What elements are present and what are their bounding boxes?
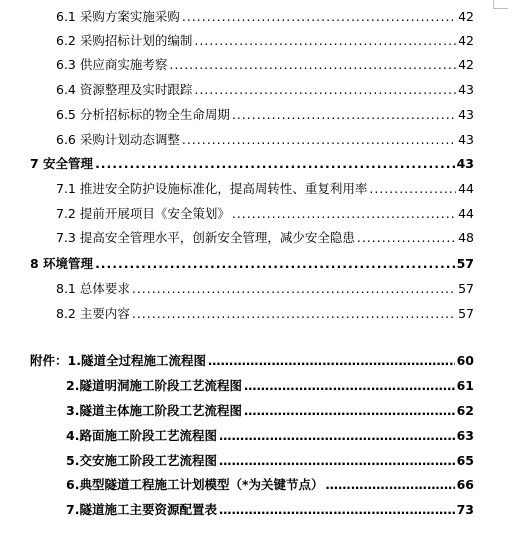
- toc-entry-title: 6.1 采购方案实施采购: [56, 9, 180, 24]
- appendix-entry-page: 60: [456, 353, 474, 368]
- toc-entry-title: 8.1 总体要求: [56, 281, 130, 296]
- appendix-entry-7[interactable]: [66, 502, 474, 518]
- appendix-entry-2[interactable]: [66, 378, 474, 394]
- toc-entry-6-1[interactable]: [56, 9, 474, 25]
- toc-entry-6-4[interactable]: [56, 82, 474, 98]
- appendix-entry-1[interactable]: [30, 353, 474, 369]
- toc-entry-8-1[interactable]: [56, 281, 474, 297]
- toc-entry-title: 7.2 提前开展项目《安全策划》: [56, 206, 230, 221]
- toc-entry-title: 8.2 主要内容: [56, 306, 130, 321]
- toc-entry-6-6[interactable]: [56, 132, 474, 148]
- toc-entry-page: 42: [458, 57, 474, 72]
- toc-entry-page: 43: [458, 107, 474, 122]
- toc-entry-7[interactable]: [30, 156, 474, 172]
- toc-entry-title: 7.3 提高安全管理水平，创新安全管理，减少安全隐患: [56, 230, 355, 245]
- toc-entry-title: 6.2 采购招标计划的编制: [56, 33, 193, 48]
- toc-entry-page: 43: [458, 82, 474, 97]
- page-corner-mark: [493, 0, 508, 9]
- appendix-entry-title: 4.路面施工阶段工艺流程图: [66, 428, 217, 443]
- appendix-entry-5[interactable]: [66, 453, 474, 469]
- toc-entry-page: 42: [458, 9, 474, 24]
- toc-entry-page: 43: [458, 132, 474, 147]
- appendix-entry-page: 73: [456, 502, 474, 517]
- toc-entry-7-1[interactable]: [56, 181, 474, 197]
- toc-entry-6-2[interactable]: [56, 33, 474, 49]
- appendix-entry-page: 61: [456, 378, 474, 393]
- toc-entry-8-2[interactable]: [56, 306, 474, 322]
- toc-entry-title: 8 环境管理: [30, 256, 94, 271]
- toc-entry-title: 6.4 资源整理及实时跟踪: [56, 82, 193, 97]
- toc-entry-page: 48: [458, 230, 474, 245]
- toc-entry-page: 44: [458, 181, 474, 196]
- appendix-entry-page: 63: [456, 428, 474, 443]
- appendix-entry-title: 5.交安施工阶段工艺流程图: [66, 453, 217, 468]
- toc-entry-title: 6.6 采购计划动态调整: [56, 132, 180, 147]
- toc-entry-page: 42: [458, 33, 474, 48]
- appendix-entry-page: 62: [456, 403, 474, 418]
- toc-entry-title: 7 安全管理: [30, 156, 94, 171]
- appendix-entry-title: 2.隧道明洞施工阶段工艺流程图: [66, 378, 242, 393]
- appendix-entry-title: 3.隧道主体施工阶段工艺流程图: [66, 403, 242, 418]
- toc-entry-page: 57: [458, 281, 474, 296]
- appendix-entry-4[interactable]: [66, 428, 474, 444]
- toc-entry-page: 57: [458, 306, 474, 321]
- toc-entry-page: 57: [456, 256, 474, 271]
- appendix-entry-title: 附件：1.隧道全过程施工流程图: [30, 353, 206, 368]
- toc-entry-page: 43: [456, 156, 474, 171]
- appendix-entry-6[interactable]: [66, 477, 474, 493]
- toc-entry-title: 6.5 分析招标标的物全生命周期: [56, 107, 230, 122]
- appendix-entry-page: 66: [456, 477, 474, 492]
- toc-entry-title: 6.3 供应商实施考察: [56, 57, 168, 72]
- toc-entry-8[interactable]: [30, 256, 474, 272]
- toc-entry-page: 44: [458, 206, 474, 221]
- appendix-entry-title: 6.典型隧道工程施工计划模型（*为关键节点）: [66, 477, 324, 492]
- toc-entry-7-2[interactable]: [56, 206, 474, 222]
- toc-entry-title: 7.1 推进安全防护设施标准化，提高周转性、重复利用率: [56, 181, 368, 196]
- toc-entry-6-3[interactable]: [56, 57, 474, 73]
- appendix-entry-page: 65: [456, 453, 474, 468]
- toc-entry-7-3[interactable]: [56, 230, 474, 246]
- toc-entry-6-5[interactable]: [56, 107, 474, 123]
- appendix-entry-title: 7.隧道施工主要资源配置表: [66, 502, 217, 517]
- appendix-entry-3[interactable]: [66, 403, 474, 419]
